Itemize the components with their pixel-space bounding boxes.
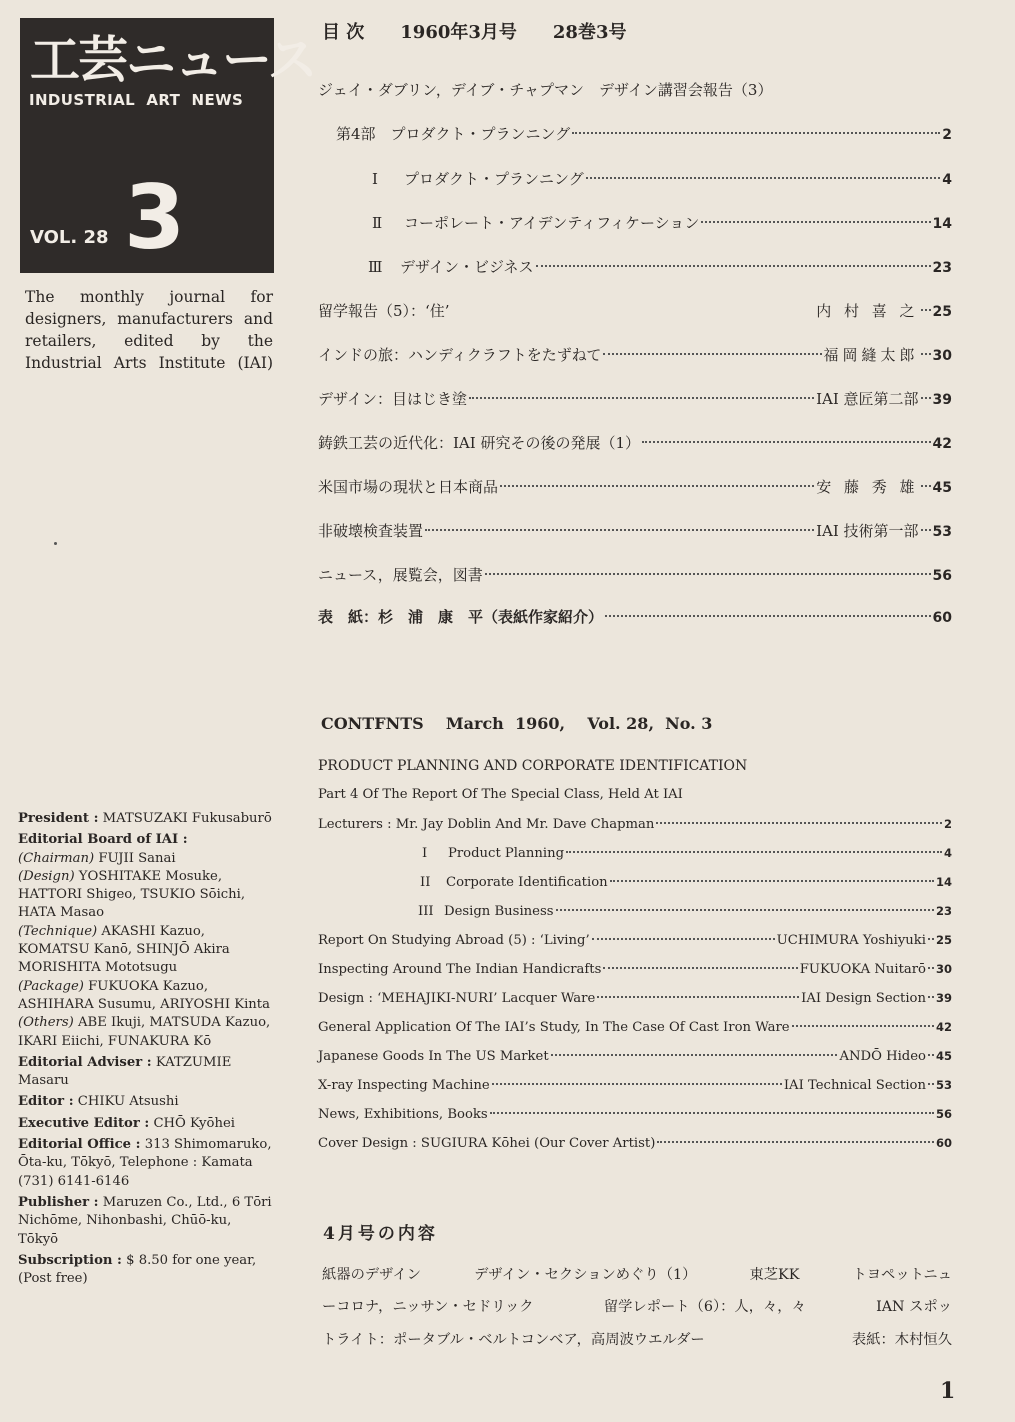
staff-adviser: Editorial Adviser : KATZUMIE Masaru [18, 1054, 232, 1089]
staff-board: Editorial Board of IAI : [18, 832, 188, 848]
toc-jp-section-title: ジェイ・ダブリン，デイブ・チャプマン デザイン講習会報告（3） [318, 81, 773, 99]
next-issue-line: 紙器のデザイン デザイン・セクションめぐり（1） 東芝KK トヨペットニュ [322, 1267, 952, 1283]
staff-design: (Design) YOSHITAKE Mosuke, HATTORI Shigeo, TSUKIO Sōichi, HATA Masao [18, 868, 246, 921]
toc-jp-entry[interactable]: 非破壊検査装置 IAI 技術第一部 53 [318, 522, 952, 540]
toc-jp-entry[interactable]: Ⅰ プロダクト・プランニング 4 [372, 170, 952, 188]
ink-speck [54, 542, 57, 545]
toc-jp-entry[interactable]: デザイン：目はじき塗 IAI 意匠第二部 39 [318, 390, 952, 408]
next-issue-heading: 4月号の内容 [323, 1224, 438, 1244]
masthead-title-jp: 工芸ニュース [30, 31, 316, 89]
staff-president: President : MATSUZAKI Fukusaburō [18, 811, 272, 826]
contents-en-title-line: PRODUCT PLANNING AND CORPORATE IDENTIFICATION [318, 758, 748, 774]
journal-description: The monthly journal for designers, manufacturers and retailers, edited by the Industrial Arts Institute (IAI) [25, 288, 273, 372]
masthead [20, 18, 316, 273]
next-issue-line: ーコロナ，ニッサン・セドリック 留学レポート（6）：人，々，々 IAN スポッ [322, 1299, 952, 1315]
toc-jp-entry[interactable]: Ⅲ デザイン・ビジネス 23 [368, 258, 952, 276]
toc-jp-entry[interactable]: 留学報告（5）：‘住’ 内 村 喜 之 25 [318, 302, 952, 320]
contents-en-entry[interactable]: X-ray Inspecting Machine IAI Technical Section 53 [318, 1078, 952, 1093]
toc-jp-entry[interactable]: ニュース，展覧会，図書 56 [318, 566, 952, 584]
staff-package: (Package) FUKUOKA Kazuo, ASHIHARA Susumu, ARIYOSHI Kinta [18, 978, 270, 1012]
next-issue-line: トライト：ポータブル・ベルトコンベア，高周波ウエルダー 表紙：木村恒久 [322, 1332, 952, 1348]
masthead-issue-number: 3 [124, 166, 186, 269]
toc-jp-entry[interactable]: 米国市場の現状と日本商品 安 藤 秀 雄 45 [318, 478, 952, 496]
staff-publisher: Publisher : Maruzen Co., Ltd., 6 Tōri Nichōme, Nihonbashi, Chūō-ku, Tōkyō [18, 1194, 272, 1247]
staff-technique: (Technique) AKASHI Kazuo, KOMATSU Kanō, SHINJŌ Akira MORISHITA Mototsugu [18, 923, 230, 976]
contents-en-heading: CONTFNTS March 1960, Vol. 28, No. 3 [321, 714, 713, 733]
contents-en-entry[interactable]: News, Exhibitions, Books 56 [318, 1107, 952, 1122]
contents-en-entry[interactable]: III Design Business 23 [418, 904, 952, 919]
contents-en-entry[interactable]: Lecturers : Mr. Jay Doblin And Mr. Dave Chapman 2 [318, 817, 952, 832]
contents-en-entry[interactable]: Design : ‘MEHAJIKI-NURI’ Lacquer Ware IAI Design Section 39 [318, 991, 952, 1006]
staff-chairman: (Chairman) FUJII Sanai [18, 850, 176, 866]
contents-en-entry[interactable]: Report On Studying Abroad (5) : ‘Living’ UCHIMURA Yoshiyuki 25 [318, 933, 952, 948]
staff-office: Editorial Office : 313 Shimomaruko, Ōta-ku, Tōkyō, Telephone : Kamata (731) 6141-6146 [18, 1137, 272, 1189]
staff-editor: Editor : CHIKU Atsushi [18, 1094, 179, 1110]
toc-jp-entry[interactable]: 第4部 プロダクト・プランニング 2 [336, 125, 952, 143]
toc-jp-entry[interactable]: Ⅱ コーポレート・アイデンティフィケーション 14 [372, 214, 952, 232]
page-number: 1 [940, 1378, 956, 1404]
toc-jp-heading: 目 次 1960年3月号 28巻3号 [322, 22, 627, 43]
contents-en-entry[interactable]: I Product Planning 4 [422, 846, 952, 861]
toc-jp-entry[interactable]: インドの旅：ハンディクラフトをたずねて 福岡縫太郎 30 [318, 346, 952, 364]
contents-en-entry[interactable]: Cover Design : SUGIURA Kōhei (Our Cover Artist) 60 [318, 1136, 952, 1151]
masthead-title-en: INDUSTRIAL ART NEWS [29, 91, 244, 109]
contents-en-entry[interactable]: Japanese Goods In The US Market ANDŌ Hideo 45 [318, 1049, 952, 1064]
staff-subscription: Subscription : $ 8.50 for one year, (Post free) [18, 1252, 257, 1287]
contents-en-entry[interactable]: II Corporate Identification 14 [420, 875, 952, 890]
staff-executive-editor: Executive Editor : CHŌ Kyōhei [18, 1115, 235, 1131]
staff-others: (Others) ABE Ikuji, MATSUDA Kazuo, IKARI Eiichi, FUNAKURA Kō [18, 1015, 271, 1049]
staff-list [18, 810, 272, 1291]
toc-jp-entry[interactable]: 表 紙：杉 浦 康 平（表紙作家紹介） 60 [318, 608, 952, 626]
contents-en-subtitle-line: Part 4 Of The Report Of The Special Class, Held At IAI [318, 787, 683, 802]
masthead-volume: VOL. 28 [30, 227, 109, 248]
toc-jp-entry[interactable]: 鋳鉄工芸の近代化：IAI 研究その後の発展（1） 42 [318, 434, 952, 452]
contents-en-entry[interactable]: General Application Of The IAI’s Study, In The Case Of Cast Iron Ware 42 [318, 1020, 952, 1035]
contents-en-entry[interactable]: Inspecting Around The Indian Handicrafts FUKUOKA Nuitarō 30 [318, 962, 952, 977]
